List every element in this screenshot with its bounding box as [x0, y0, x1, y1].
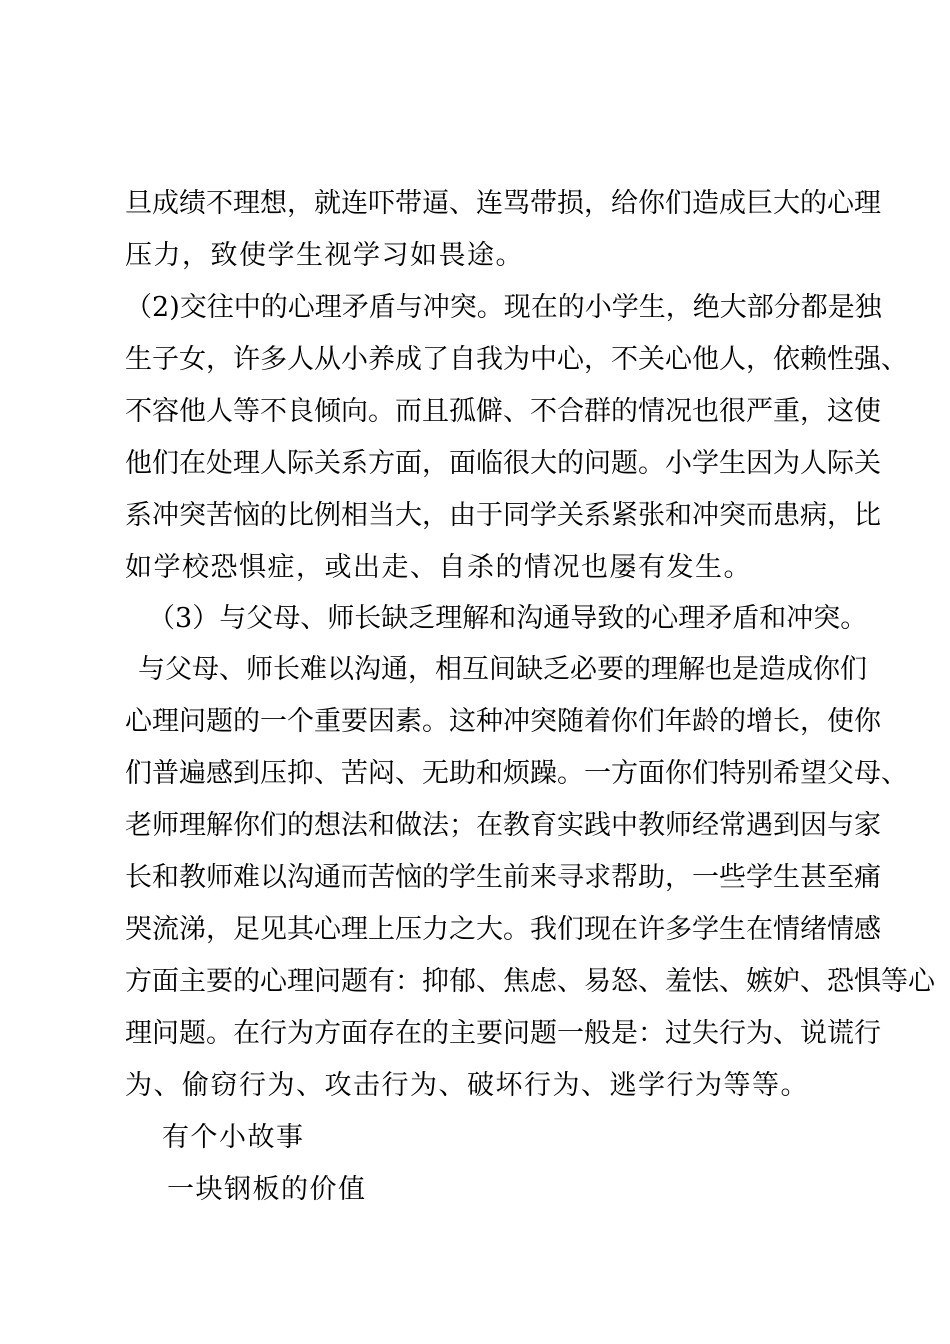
- paragraph-line: 老 师 理 解 你 们 的 想 法 和 做 法 ； 在 教 育 实 践 中 教 师 经 常 遇 到 因 与 家: [125, 810, 881, 841]
- paragraph-line: 理 问 题 。 在 行 为 方 面 存 在 的 主 要 问 题 一 般 是 ： 过 失 行 为 、 说 谎 行: [125, 1018, 881, 1049]
- paragraph-line: 哭 流 涕 ， 足 见 其 心 理 上 压 力 之 大 。 我 们 现 在 许 多 学 生 在 情 绪 情 感: [125, 914, 881, 945]
- paragraph-line: 压力，致使学生视学习如畏途。: [125, 240, 524, 271]
- paragraph-line: 心 理 问 题 的 一 个 重 要 因 素 。 这 种 冲 突 随 着 你 们 年 龄 的 增 长 ， 使 你: [125, 706, 881, 737]
- paragraph-line: 如学校恐惧症，或出走、自杀的情况也屡有发生。: [125, 552, 752, 583]
- paragraph-line: 为、偷窃行为、攻击行为、破坏行为、逃学行为等等。: [125, 1070, 809, 1101]
- paragraph-line: 方 面 主 要 的 心 理 问 题 有 ： 抑 郁 、 焦 虑 、 易 怒 、 羞 怯 、 嫉 妒 、 恐 惧 等 心: [125, 966, 935, 997]
- paragraph-line: 长 和 教 师 难 以 沟 通 而 苦 恼 的 学 生 前 来 寻 求 帮 助 ， 一 些 学 生 甚 至 痛: [125, 862, 881, 893]
- paragraph-line: 不 容 他 人 等 不 良 倾 向 。 而 且 孤 僻 、 不 合 群 的 情 况 也 很 严 重 ， 这 使: [125, 396, 881, 427]
- paragraph-line: （ 3 ） 与 父 母 、 师 长 缺 乏 理 解 和 沟 通 导 致 的 心 理 矛 盾 和 冲 突 。: [148, 603, 868, 634]
- paragraph-line: 们 普 遍 感 到 压 抑 、 苦 闷 、 无 助 和 烦 躁 。 一 方 面 你 们 特 别 希 望 父 母 、: [125, 758, 908, 789]
- paragraph-line: 旦 成 绩 不 理 想 ， 就 连 吓 带 逼 、 连 骂 带 损 ， 给 你 们 造 成 巨 大 的 心 理: [125, 188, 881, 219]
- subheading: 有个小故事: [162, 1122, 305, 1153]
- paragraph-line: 系 冲 突 苦 恼 的 比 例 相 当 大 ， 由 于 同 学 关 系 紧 张 和 冲 突 而 患 病 ， 比: [125, 500, 881, 531]
- paragraph-line: 生 子 女 ， 许 多 人 从 小 养 成 了 自 我 为 中 心 ， 不 关 心 他 人 ， 依 赖 性 强 、: [125, 344, 908, 375]
- story-title: 一块钢板的价值: [167, 1174, 367, 1205]
- paragraph-line: 与 父 母 、 师 长 难 以 沟 通 ， 相 互 间 缺 乏 必 要 的 理 解 也 是 造 成 你 们: [138, 654, 867, 685]
- paragraph-line: （ 2 ) 交 往 中 的 心 理 矛 盾 与 冲 突 。 现 在 的 小 学 生 ， 绝 大 部 分 都 是 独: [125, 292, 882, 323]
- paragraph-line: 他 们 在 处 理 人 际 关 系 方 面 ， 面 临 很 大 的 问 题 。 小 学 生 因 为 人 际 关: [125, 448, 881, 479]
